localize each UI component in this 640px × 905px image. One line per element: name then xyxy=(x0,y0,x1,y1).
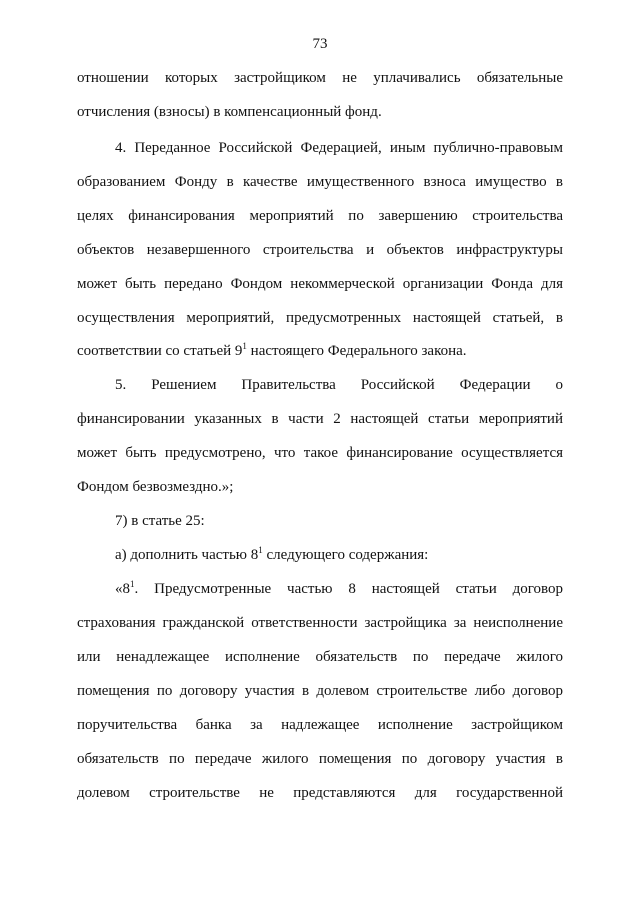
text-line: объектов незавершенного строительства и объектов инфраструктуры xyxy=(77,242,563,258)
superscript: 1 xyxy=(258,545,263,555)
text-line: может быть передано Фондом некоммерческой организации Фонда для xyxy=(77,276,563,292)
text-line xyxy=(77,342,563,360)
text-fragment: настоящего Федерального закона. xyxy=(246,343,467,359)
text-fragment: следующего содержания: xyxy=(262,547,429,563)
text-line: целях финансирования мероприятий по завершению строительства xyxy=(77,208,563,224)
superscript: 1 xyxy=(242,341,247,351)
text-line: осуществления мероприятий, предусмотренных настоящей статьей, в xyxy=(77,310,563,326)
text-line xyxy=(115,546,563,564)
text-line xyxy=(115,580,563,598)
text-fragment: а) дополнить частью 8 xyxy=(115,547,259,563)
text-line: финансировании указанных в части 2 настоящей статьи мероприятий xyxy=(77,411,563,427)
text-line: образованием Фонду в качестве имущественного взноса имущество в xyxy=(77,174,563,190)
text-line: отношении которых застройщиком не уплачивались обязательные xyxy=(77,70,563,86)
text-line: отчисления (взносы) в компенсационный фонд. xyxy=(77,104,382,120)
text-line: долевом строительстве не представляются для государственной xyxy=(77,785,563,801)
superscript: 1 xyxy=(130,579,135,589)
text-fragment: . Предусмотренные частью 8 настоящей статьи договор xyxy=(134,581,563,597)
text-line: страхования гражданской ответственности застройщика за неисполнение xyxy=(77,615,563,631)
text-line: 4. Переданное Российской Федерацией, иным публично-правовым xyxy=(115,140,563,156)
text-line: Фондом безвозмездно.»; xyxy=(77,479,234,495)
text-line: 7) в статье 25: xyxy=(115,513,205,529)
text-line: 5. Решением Правительства Российской Федерации о xyxy=(115,377,563,393)
text-fragment: «8 xyxy=(115,581,130,597)
text-line: или ненадлежащее исполнение обязательств по передаче жилого xyxy=(77,649,563,665)
page-number: 73 xyxy=(312,36,328,52)
text-line: помещения по договору участия в долевом строительстве либо договор xyxy=(77,683,563,699)
text-line: может быть предусмотрено, что такое финансирование осуществляется xyxy=(77,445,563,461)
text-line: обязательств по передаче жилого помещения по договору участия в xyxy=(77,751,563,767)
text-line: поручительства банка за надлежащее исполнение застройщиком xyxy=(77,717,563,733)
text-fragment: соответствии со статьей 9 xyxy=(77,343,243,359)
